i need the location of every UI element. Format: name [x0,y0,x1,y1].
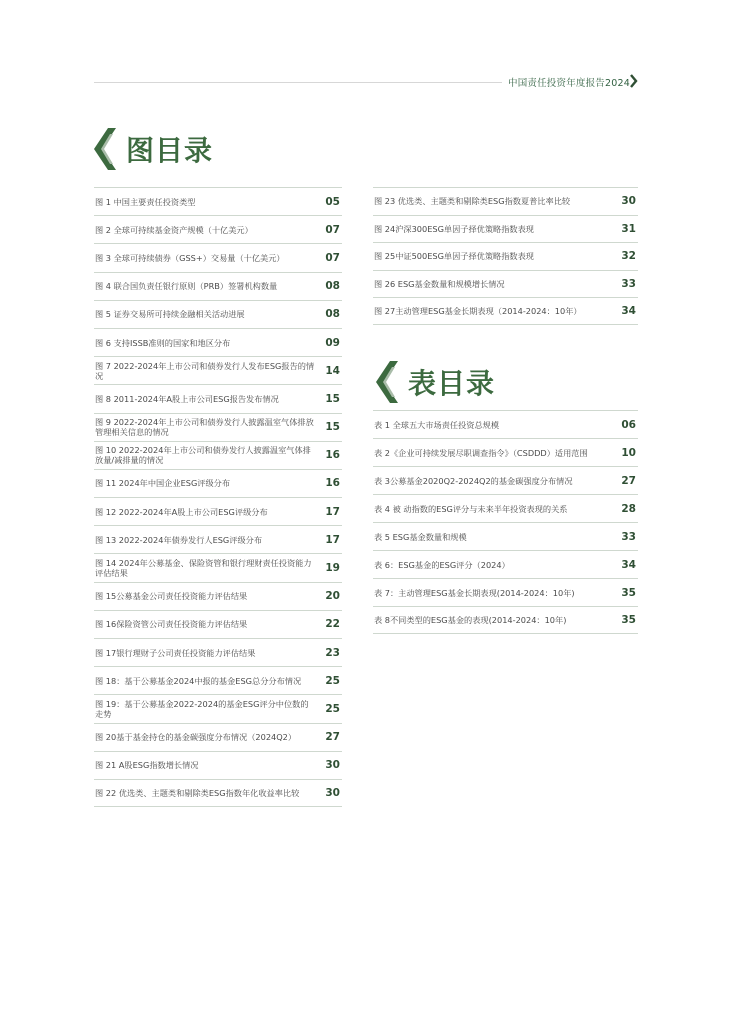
toc-entry-page-number: 34 [621,558,636,571]
tables-list [373,410,638,634]
toc-entry-label: 图 5 证券交易所可持续金融相关活动进展 [95,309,245,320]
toc-entry[interactable] [94,779,342,807]
toc-entry[interactable] [94,272,342,300]
toc-entry-label: 表 3公募基金2020Q2-2024Q2的基金碳强度分布情况 [374,475,573,486]
toc-entry[interactable] [373,606,638,634]
figures-list-left [94,187,342,807]
report-title: 中国责任投资年度报告2024 [508,78,630,89]
toc-entry-page-number: 33 [621,277,636,290]
toc-entry[interactable] [373,215,638,243]
toc-entry[interactable] [94,610,342,638]
toc-entry-page-number: 09 [325,336,340,349]
toc-entry[interactable] [94,469,342,497]
toc-entry[interactable] [373,578,638,606]
toc-entry-page-number: 15 [325,421,340,434]
toc-entry-label: 图 18：基于公募基金2024中报的基金ESG总分分布情况 [95,675,302,686]
toc-entry-page-number: 27 [621,474,636,487]
toc-entry[interactable] [94,384,342,412]
toc-entry-label: 图 19：基于公募基金2022-2024的基金ESG评分中位数的走势 [95,698,309,719]
header-rule [94,82,502,83]
toc-entry-label: 图 22 优选类、主题类和剔除类ESG指数年化收益率比较 [95,788,300,799]
toc-entry-page-number: 30 [325,787,340,800]
toc-entry-label: 表 1 全球五大市场责任投资总规模 [374,419,500,430]
toc-entry-page-number: 22 [325,618,340,631]
toc-entry-label: 图 14 2024年公募基金、保险资管和银行理财责任投资能力评估结果 [95,558,312,579]
toc-entry-label: 表 8不同类型的ESG基金的表现(2014-2024：10年) [374,615,567,625]
toc-entry-label: 图 12 2022-2024年A股上市公司ESG评级分布 [95,506,268,517]
toc-entry-page-number: 14 [325,364,340,377]
toc-entry[interactable] [373,466,638,494]
toc-entry-label: 图 8 2011-2024年A股上市公司ESG报告发布情况 [95,393,279,404]
toc-entry-page-number: 16 [325,477,340,490]
toc-entry-label: 图 16保险资管公司责任投资能力评估结果 [95,619,248,630]
toc-entry[interactable] [94,694,342,722]
toc-entry-page-number: 17 [325,533,340,546]
toc-entry-page-number: 07 [325,251,340,264]
section-chevron-icon [94,128,116,170]
toc-entry-page-number: 30 [621,195,636,208]
toc-entry-page-number: 07 [325,223,340,236]
toc-entry[interactable] [373,438,638,466]
toc-entry-page-number: 17 [325,505,340,518]
toc-entry-page-number: 06 [621,418,636,431]
toc-entry[interactable] [373,550,638,578]
toc-entry-page-number: 25 [325,702,340,715]
section-chevron-icon [376,361,398,403]
toc-entry-page-number: 23 [325,646,340,659]
toc-entry-label: 图 13 2022-2024年债券发行人ESG评级分布 [95,534,263,545]
toc-entry[interactable] [94,497,342,525]
toc-entry[interactable] [94,638,342,666]
toc-entry[interactable] [94,582,342,610]
toc-entry-page-number: 35 [621,586,636,599]
toc-entry[interactable] [94,441,342,469]
toc-entry-label: 图 15公募基金公司责任投资能力评估结果 [95,591,248,602]
toc-entry-label: 图 21 A股ESG指数增长情况 [95,760,199,771]
toc-entry[interactable] [94,215,342,243]
toc-entry[interactable] [373,187,638,215]
toc-entry-label: 表 2《企业可持续发展尽职调查指令》（CSDDD）适用范围 [374,447,588,458]
toc-entry-page-number: 08 [325,308,340,321]
toc-entry[interactable] [94,187,342,215]
toc-entry-page-number: 08 [325,280,340,293]
toc-entry[interactable] [94,525,342,553]
toc-entry-label: 图 17银行理财子公司责任投资能力评估结果 [95,647,256,658]
toc-entry-label: 图 20基于基金持仓的基金碳强度分布情况（2024Q2） [95,732,297,743]
toc-entry[interactable] [94,243,342,271]
chevron-right-icon [630,74,638,88]
toc-entry-label: 表 5 ESG基金数量和规模 [374,531,467,542]
toc-entry[interactable] [373,522,638,550]
toc-entry-label: 图 11 2024年中国企业ESG评级分布 [95,478,231,489]
toc-entry-page-number: 20 [325,590,340,603]
toc-entry-page-number: 05 [325,195,340,208]
toc-entry-page-number: 34 [621,304,636,317]
toc-entry-label: 图 27主动管理ESG基金长期表现（2014-2024：10年） [374,305,582,316]
toc-entry[interactable] [94,413,342,441]
toc-entry-page-number: 32 [621,250,636,263]
toc-entry-page-number: 10 [621,446,636,459]
toc-entry-page-number: 19 [325,562,340,575]
toc-entry-page-number: 33 [621,530,636,543]
toc-entry[interactable] [94,666,342,694]
toc-entry-label: 图 24沪深300ESG单因子择优策略指数表现 [374,223,534,234]
toc-entry[interactable] [373,410,638,438]
toc-entry-label: 表 7：主动管理ESG基金长期表现(2014-2024：10年) [374,587,575,598]
toc-entry-page-number: 25 [325,674,340,687]
toc-entry-label: 图 26 ESG基金数量和规模增长情况 [374,278,505,289]
toc-entry-page-number: 30 [325,759,340,772]
figures-list-right [373,187,638,325]
toc-entry-page-number: 28 [621,502,636,515]
toc-entry-label: 图 1 中国主要责任投资类型 [95,196,196,207]
toc-entry-page-number: 15 [325,392,340,405]
toc-entry-label: 图 2 全球可持续基金资产规模（十亿美元） [95,224,253,235]
toc-entry-page-number: 31 [621,222,636,235]
toc-entry-label: 图 23 优选类、主题类和剔除类ESG指数夏普比率比较 [374,196,571,207]
tables-section-title [376,361,495,403]
tables-heading: 表目录 [408,367,496,400]
toc-entry-label: 图 7 2022-2024年上市公司和债券发行人发布ESG报告的情况 [95,360,315,381]
toc-entry[interactable] [94,356,342,384]
toc-entry-label: 图 10 2022-2024年上市公司和债券发行人披露温室气体排放量/减排量的情况 [95,445,311,466]
toc-entry-label: 图 9 2022-2024年上市公司和债券发行人披露温室气体排放管理相关信息的情况 [95,417,314,438]
toc-entry[interactable] [94,553,342,581]
toc-entry-page-number: 35 [621,614,636,626]
toc-entry-label: 表 6：ESG基金的ESG评分（2024） [374,559,510,570]
toc-entry-page-number: 27 [325,731,340,744]
toc-entry-label: 图 25中证500ESG单因子择优策略指数表现 [374,251,534,262]
figures-heading: 图目录 [126,134,214,167]
toc-entry[interactable] [94,723,342,751]
toc-entry-label: 表 4 被 动指数的ESG评分与未来半年投资表现的关系 [374,503,568,514]
toc-entry-page-number: 16 [325,449,340,462]
toc-entry[interactable] [94,300,342,328]
toc-entry[interactable] [373,242,638,270]
toc-entry[interactable] [94,751,342,779]
toc-entry[interactable] [373,297,638,325]
toc-entry-label: 图 6 支持ISSB准则的国家和地区分布 [95,337,231,348]
figures-section-title [94,128,213,170]
toc-entry[interactable] [94,328,342,356]
toc-entry-label: 图 3 全球可持续债券（GSS+）交易量（十亿美元） [95,252,285,263]
toc-entry[interactable] [373,270,638,298]
toc-entry[interactable] [373,494,638,522]
toc-entry-label: 图 4 联合国负责任银行原则（PRB）签署机构数量 [95,281,278,292]
